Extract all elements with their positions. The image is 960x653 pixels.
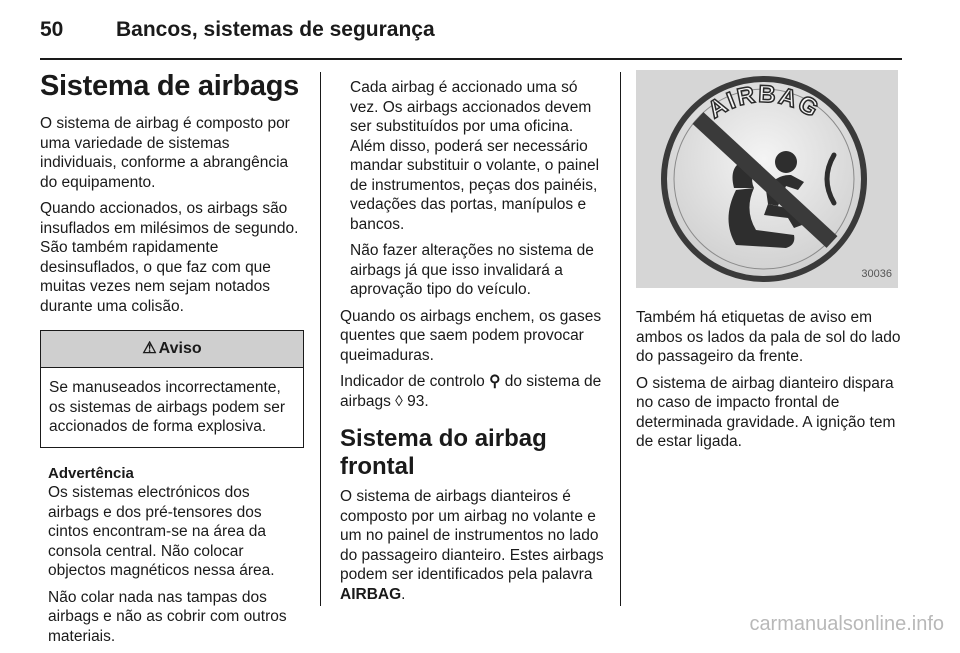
column-divider-right (620, 72, 621, 606)
airbag-warning-figure (636, 70, 898, 288)
no-child-seat-airbag-icon (636, 70, 898, 288)
airbag-word: AIRBAG (340, 585, 402, 603)
warning-box (40, 330, 304, 448)
warning-header (41, 331, 303, 368)
column-left (40, 70, 304, 653)
indicator-text-2: do sistema de airbags (340, 373, 602, 410)
caution-paragraph-1: Os sistemas electrónicos dos airbags e dos pré-tensores dos cintos encontram-se na área da consola central. Não colocar objectos magnéticos nessa área. (48, 484, 275, 579)
front-airbag-paragraph (340, 487, 605, 604)
warning-title: Aviso (158, 340, 202, 358)
watermark: carmanualsonline.info (749, 613, 944, 635)
chapter-title: Bancos, sistemas de segurança (116, 18, 435, 41)
page-reference: 93. (407, 392, 429, 410)
section-subtitle: Sistema do airbag frontal (340, 425, 547, 480)
column-right (636, 70, 906, 459)
column-divider-left (320, 72, 321, 606)
figure-code: 30036 (861, 267, 892, 280)
inflation-paragraph: Quando accionados, os airbags são insuflados em milésimos de segundo. São também rapidamente desinsuflados, o que faz com que muitas vezes nem sejam notados durante uma colisão. (40, 200, 299, 315)
warning-text: Se manuseados incorrectamente, os sistemas de airbags podem ser accionados de forma explosiva. (49, 379, 286, 435)
sun-visor-paragraph: Também há etiquetas de aviso em ambos os lados da pala de sol do lado do passageiro da frente. (636, 309, 901, 365)
front-airbag-text: O sistema de airbags dianteiros é composto por um airbag no volante e um no painel de instrumentos no lado do passageiro dianteiro. Estes airbags podem ser identificados pela palavra (340, 488, 604, 583)
airbag-indicator-icon: ⚲ (489, 373, 501, 390)
page-reference-icon: ◊ (395, 392, 403, 410)
column-middle (340, 78, 605, 611)
sentence-end: . (401, 585, 406, 603)
page-header (40, 18, 902, 60)
caution-note (40, 464, 304, 647)
replacement-paragraph: Cada airbag é accionado uma só vez. Os airbags accionados devem ser substituídos por uma oficina. Além disso, poderá ser necessário mandar substituir o volante, o painel de instrumentos, peças dos painéis, vedações das portas, manípulos e bancos. (350, 79, 600, 233)
caution-title: Advertência (48, 464, 134, 482)
indicator-paragraph (340, 372, 605, 411)
warning-triangle-icon: ⚠ (142, 340, 157, 358)
intro-paragraph: O sistema de airbag é composto por uma variedade de sistemas individuais, conforme a abrangência do equipamento. (40, 115, 290, 191)
deploy-paragraph: O sistema de airbag dianteiro dispara no caso de impacto frontal de determinada gravidade. A ignição tem de estar ligada. (636, 374, 896, 450)
indicator-text: Indicador de controlo (340, 373, 485, 390)
modification-paragraph: Não fazer alterações no sistema de airbags já que isso invalidará a aprovação tipo do veículo. (350, 242, 594, 298)
airbag-label: AIRBAG (703, 80, 825, 124)
page-title: Sistema de airbags (40, 70, 299, 102)
burn-paragraph: Quando os airbags enchem, os gases quentes que saem podem provocar queimaduras. (340, 307, 602, 364)
caution-paragraph-2: Não colar nada nas tampas dos airbags e não as cobrir com outros materiais. (48, 588, 287, 645)
page-number: 50 (40, 18, 64, 41)
replacement-note (340, 78, 605, 300)
